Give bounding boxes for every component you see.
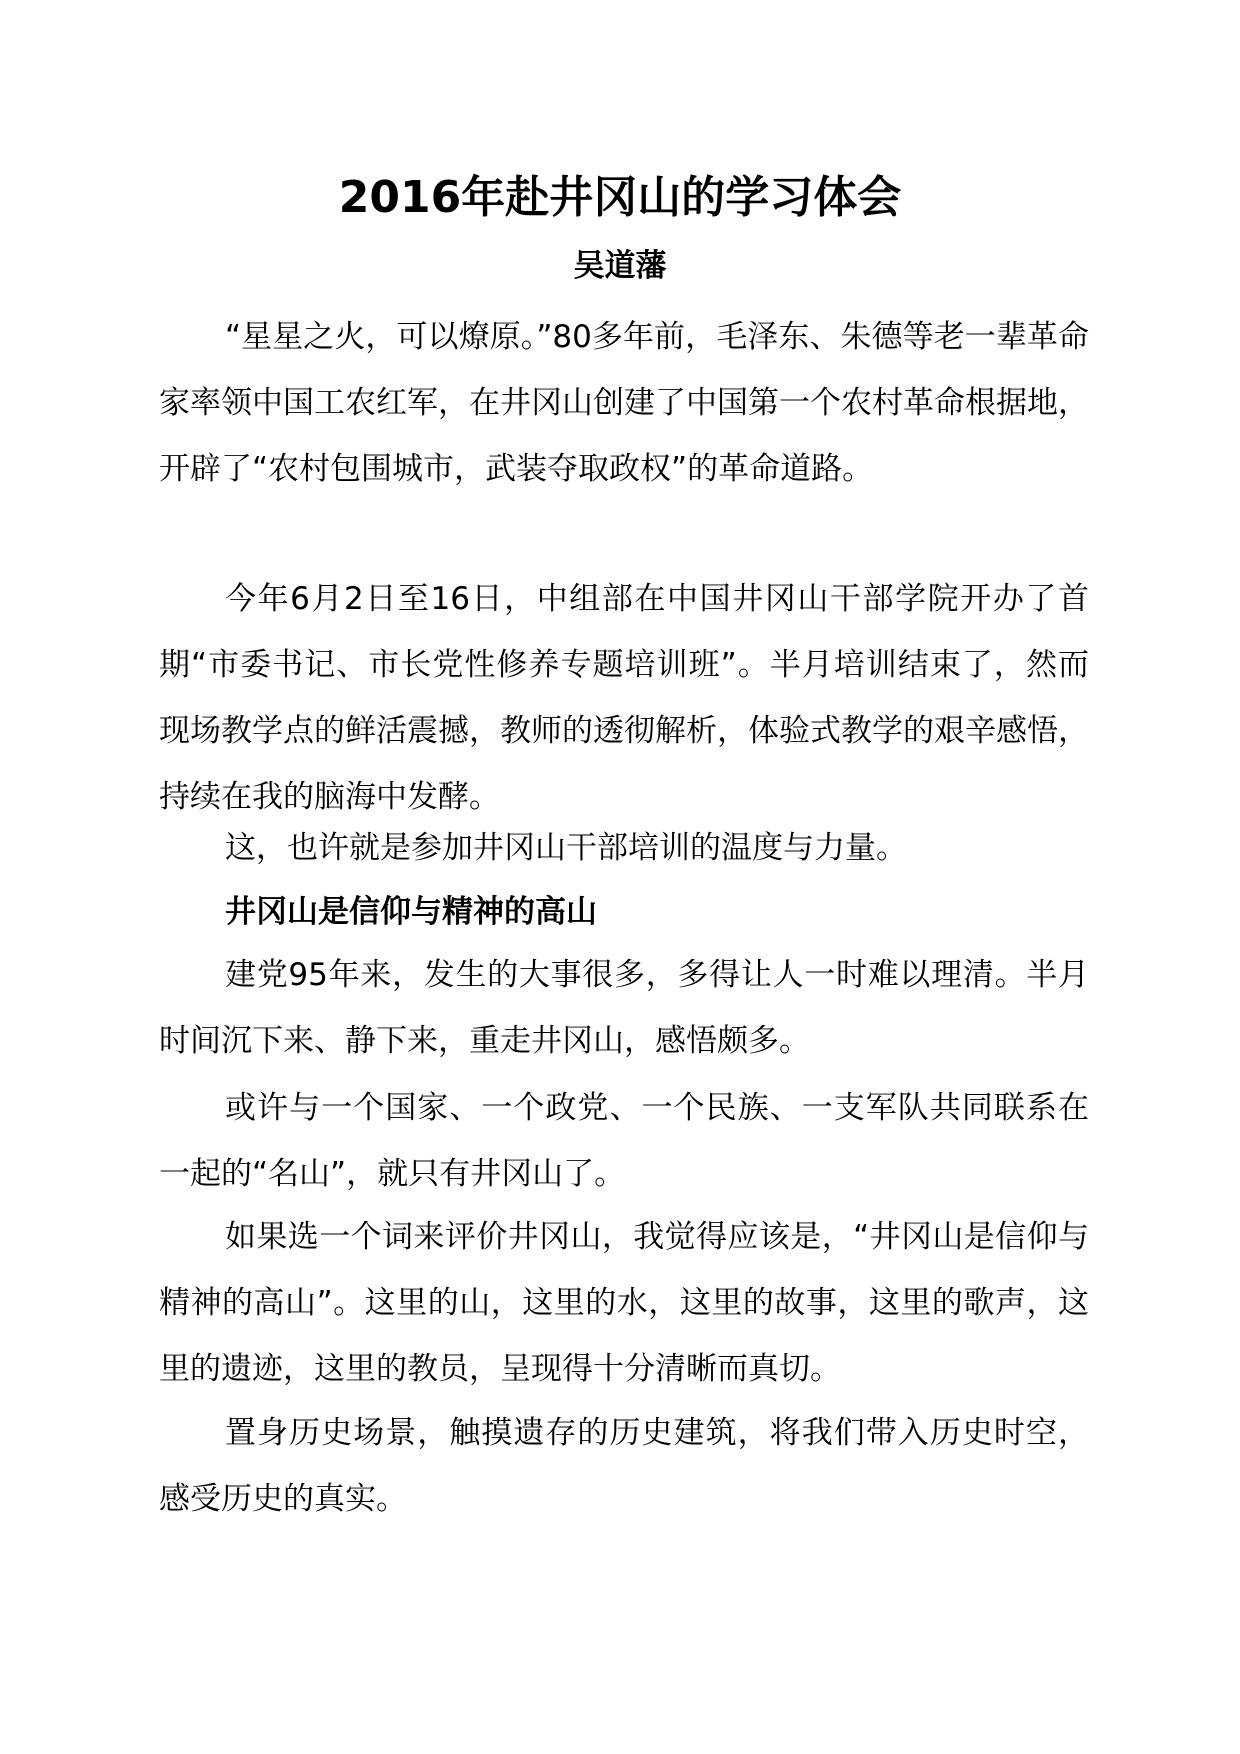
body-paragraph: 这，也许就是参加井冈山干部培训的温度与力量。 bbox=[225, 830, 907, 866]
section-paragraph: 或许与一个国家、一个政党、一个民族、一支军队共同联系在一起的“名山”，就只有井冈山了。 bbox=[159, 1090, 1089, 1192]
section-paragraph: 建党95年来，发生的大事很多，多得让人一时难以理清。半月时间沉下来、静下来，重走井冈山，感悟颇多。 bbox=[159, 957, 1089, 1059]
section-paragraph: 置身历史场景，触摸遗存的历史建筑，将我们带入历史时空，感受历史的真实。 bbox=[159, 1415, 1089, 1517]
body-paragraph: 今年6月2日至16日，中组部在中国井冈山干部学院开办了首期“市委书记、市长党性修养专题培训班”。半月培训结束了，然而现场教学点的鲜活震撼，教师的透彻解析，体验式教学的艰辛感悟，持续在我的脑海中发酵。 bbox=[159, 581, 1089, 815]
document-title: 2016年赴井冈山的学习体会 bbox=[338, 172, 902, 223]
author-name: 吴道藩 bbox=[573, 248, 667, 284]
section-heading: 井冈山是信仰与精神的高山 bbox=[225, 894, 597, 930]
body-paragraph: “星星之火，可以燎原。”80多年前，毛泽东、朱德等老一辈革命家率领中国工农红军，在井冈山创建了中国第一个农村革命根据地，开辟了“农村包围城市，武装夺取政权”的革命道路。 bbox=[159, 319, 1089, 487]
section-paragraph: 如果选一个词来评价井冈山，我觉得应该是，“井冈山是信仰与精神的高山”。这里的山，这里的水，这里的故事，这里的歌声，这里的遗迹，这里的教员，呈现得十分清晰而真切。 bbox=[159, 1219, 1089, 1387]
